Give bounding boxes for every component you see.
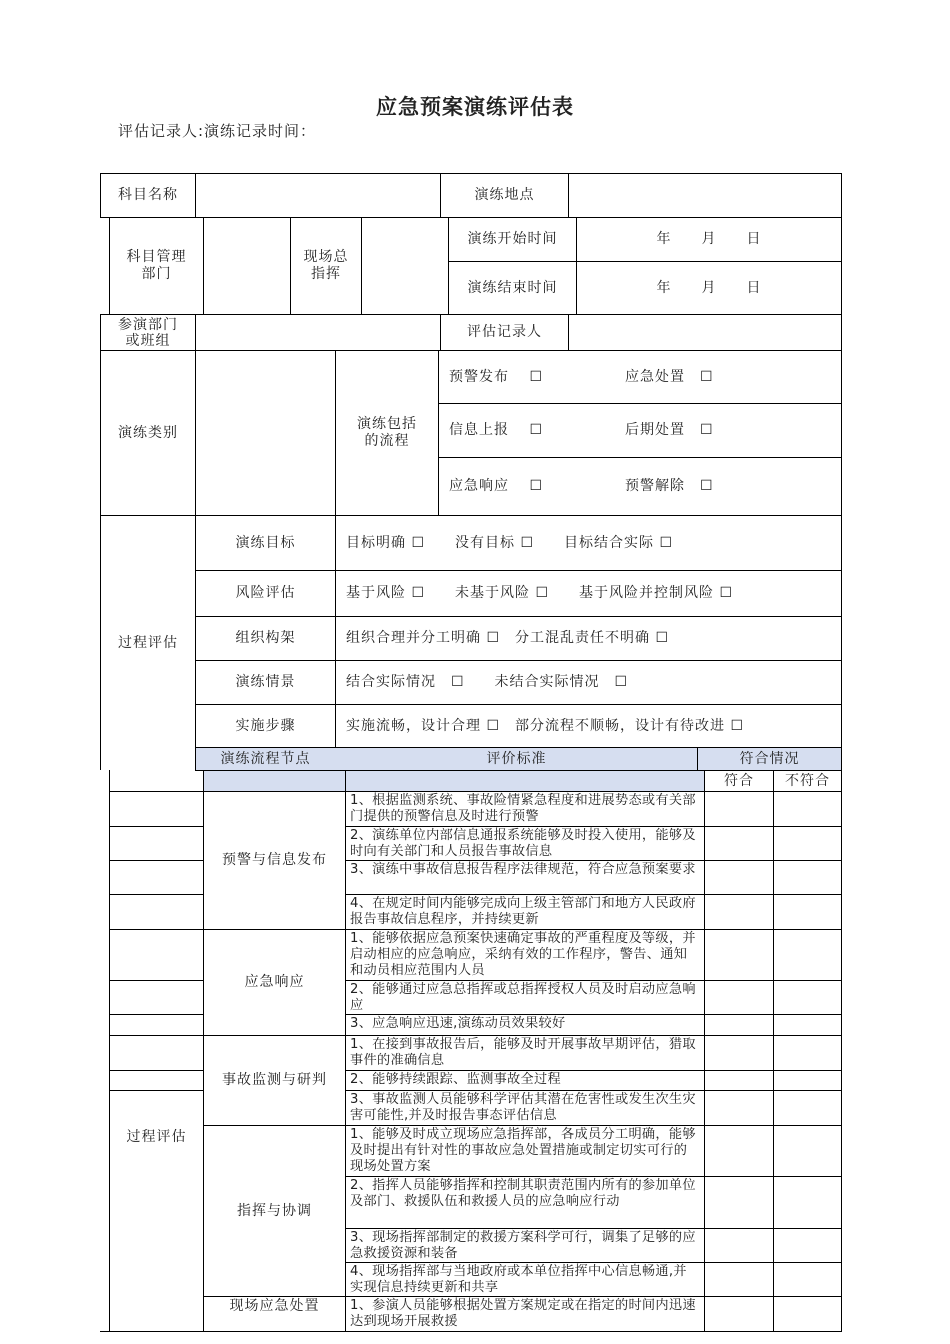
criteria-item: 1、能够及时成立现场应急指挥部，各成员分工明确，能够及时提出有针对性的事故应急处置措施或制定切实可行的现场处置方案: [350, 1127, 696, 1174]
eval-row-name: 演练情景: [235, 674, 296, 690]
eval-row-options[interactable]: 结合实际情况 ☐ 未结合实际情况 ☐: [346, 674, 629, 690]
page-title: 应急预案演练评估表: [376, 95, 574, 119]
end-time-value: 年 月 日: [656, 279, 762, 296]
criteria-item: 4、现场指挥部与当地政府或本单位指挥中心信息畅通,并实现信息持续更新和共享: [350, 1264, 687, 1295]
eval-row-options[interactable]: 组织合理并分工明确 ☐ 分工混乱责任不明确 ☐: [346, 630, 670, 646]
criteria-item: 1、能够依据应急预案快速确定事故的严重程度及等级，并启动相应的应急响应，采纳有效的工作程序，警告、通知和动员相应范围内人员: [350, 931, 696, 978]
start-time-value: 年 月 日: [656, 231, 762, 247]
eval-row-options[interactable]: 目标明确 ☐ 没有目标 ☐ 目标结合实际 ☐: [346, 534, 674, 551]
option-emergency-disposal[interactable]: 应急处置 ☐: [625, 368, 714, 385]
option-post-disposal[interactable]: 后期处置 ☐: [625, 422, 714, 438]
comply-yes-header: 符合: [724, 772, 754, 789]
end-time-label: 演练结束时间: [467, 279, 558, 296]
eval-row-options[interactable]: 实施流畅，设计合理 ☐ 部分流程不顺畅，设计有待改进 ☐: [346, 717, 745, 734]
eval-row-name: 风险评估: [235, 585, 296, 601]
criteria-item: 4、在规定时间内能够完成向上级主管部门和地方人民政府报告事故信息程序，并持续更新: [350, 896, 696, 927]
recorder-line: 评估记录人:演练记录时间：: [118, 122, 317, 140]
criteria-item: 3、应急响应迅速,演练动员效果较好: [350, 1016, 566, 1031]
criteria-item: 2、能够持续跟踪、监测事故全过程: [350, 1072, 562, 1087]
node-group-name: 应急响应: [244, 974, 305, 990]
start-time-label: 演练开始时间: [467, 231, 558, 247]
drill-category-label: 演练类别: [118, 424, 178, 441]
compliance-header: 符合情况: [739, 750, 800, 767]
process-eval-label: 过程评估: [118, 634, 178, 651]
node-group-name: 预警与信息发布: [222, 852, 327, 868]
participants-label: 参演部门或班组: [118, 316, 178, 349]
site-commander-label: 现场总指挥: [303, 249, 349, 282]
option-emergency-response[interactable]: 应急响应 ☐: [449, 478, 544, 494]
criteria-item: 3、现场指挥部制定的救援方案科学可行，调集了足够的应急救援资源和装备: [350, 1230, 696, 1261]
eval-row-name: 演练目标: [235, 534, 296, 551]
comply-no-header: 不符合: [785, 772, 830, 789]
node-group-name: 事故监测与研判: [222, 1072, 327, 1088]
node-group-name: 指挥与协调: [237, 1202, 312, 1219]
node-section-label: 过程评估: [126, 1128, 187, 1145]
drill-process-label: 演练包括的流程: [357, 416, 417, 449]
criteria-item: 2、指挥人员能够指挥和控制其职责范围内所有的参加单位及部门、救援队伍和救援人员的应急响应行动: [350, 1178, 696, 1209]
criteria-item: 3、事故监测人员能够科学评估其潜在危害性或发生次生灾害可能性,并及时报告事态评估信息: [350, 1092, 696, 1123]
option-info-report[interactable]: 信息上报 ☐: [449, 422, 544, 438]
drill-location-label: 演练地点: [474, 187, 535, 203]
criteria-item: 1、在接到事故报告后，能够及时开展事故早期评估，猎取事件的准确信息: [350, 1037, 696, 1068]
option-warning-lift[interactable]: 预警解除 ☐: [625, 478, 714, 494]
eval-row-options[interactable]: 基于风险 ☐ 未基于风险 ☐ 基于风险并控制风险 ☐: [346, 585, 734, 601]
evaluator-label: 评估记录人: [467, 324, 542, 340]
option-warning-release[interactable]: 预警发布 ☐: [449, 368, 544, 385]
subject-name-label: 科目名称: [118, 187, 178, 203]
subject-dept-label: 科目管理部门: [126, 249, 187, 282]
eval-row-name: 组织构架: [235, 630, 296, 646]
criteria-item: 2、能够通过应急总指挥或总指挥授权人员及时启动应急响应: [350, 982, 696, 1013]
criteria-header: 评价标准: [486, 750, 547, 767]
node-header: 演练流程节点: [220, 750, 311, 767]
node-group-name: 现场应急处置: [229, 1298, 320, 1314]
criteria-item: 2、演练单位内部信息通报系统能够及时投入使用，能够及时向有关部门和人员报告事故信息: [350, 828, 696, 859]
criteria-item: 1、参演人员能够根据处置方案规定或在指定的时间内迅速达到现场开展救援: [350, 1298, 696, 1329]
criteria-item: 3、演练中事故信息报告程序法律规范，符合应急预案要求: [350, 862, 696, 877]
eval-row-name: 实施步骤: [235, 717, 296, 734]
criteria-item: 1、根据监测系统、事故险情紧急程度和进展势态或有关部门提供的预警信息及时进行预警: [350, 793, 696, 824]
